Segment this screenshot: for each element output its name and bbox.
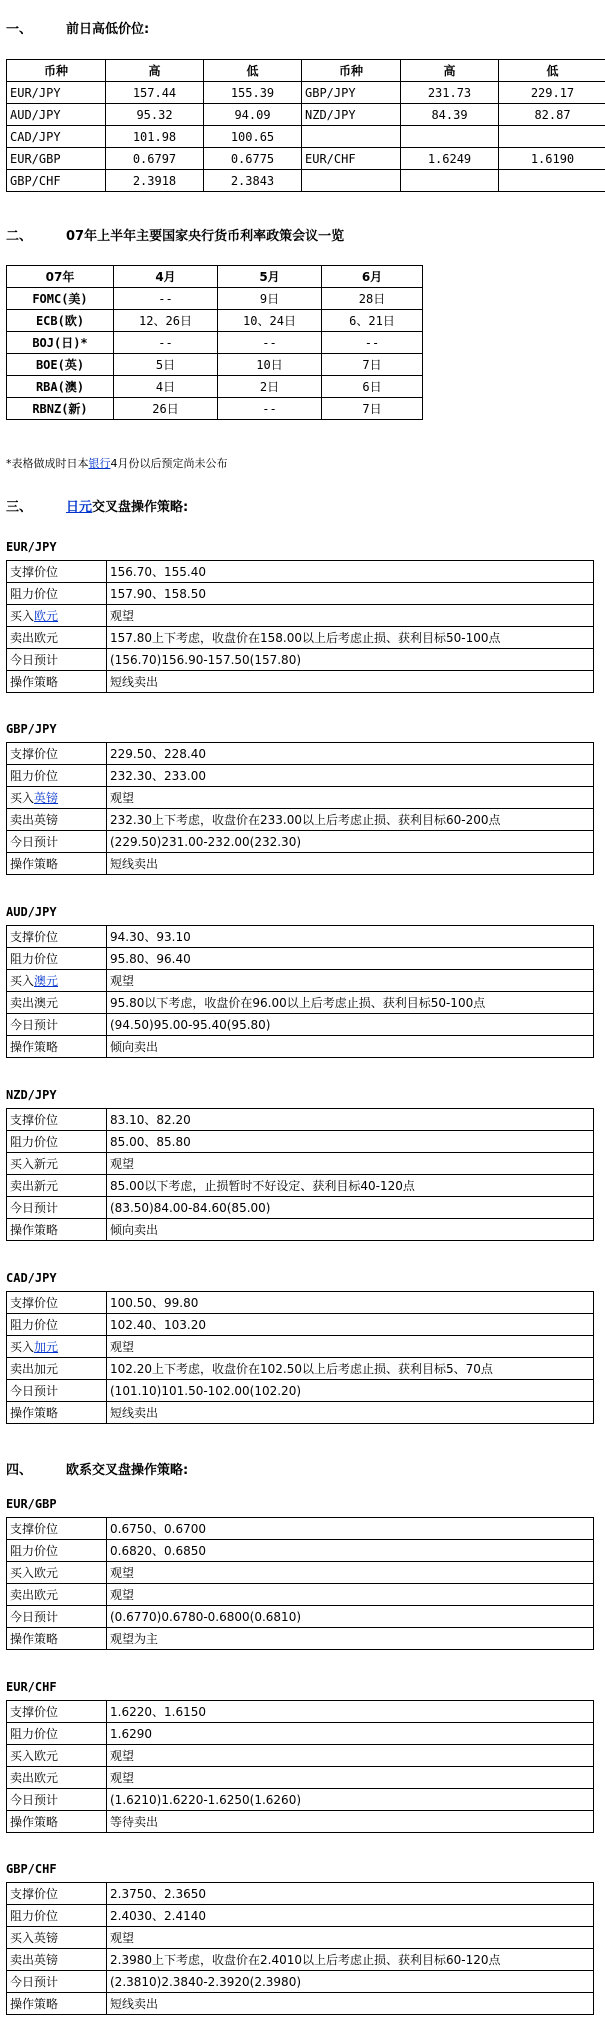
pair-cell: GBP/JPY: [302, 82, 401, 104]
header-cell: 币种: [7, 60, 106, 82]
strategy-key-cell: 买入新元: [7, 1153, 107, 1175]
low-cell: 82.87: [499, 104, 605, 126]
strategy-key-cell: 阻力价位: [7, 1131, 107, 1153]
date-cell: --: [114, 332, 218, 354]
currency-link[interactable]: 英镑: [34, 791, 59, 805]
table-row: [7, 1811, 594, 1833]
strategy-value-cell: (0.6770)0.6780-0.6800(0.6810): [107, 1606, 594, 1628]
section-4-number: 四、: [6, 1463, 33, 1478]
strategy-key-cell: 卖出欧元: [7, 1767, 107, 1789]
strategy-key-cell: 操作策略: [7, 1993, 107, 2015]
strategy-key-cell: [7, 605, 107, 627]
strategy-key-cell: 阻力价位: [7, 583, 107, 605]
strategy-key-cell: 操作策略: [7, 1219, 107, 1241]
low-cell: 155.39: [204, 82, 302, 104]
date-cell: --: [218, 398, 322, 420]
table-row: [7, 376, 423, 398]
strategy-key-cell: 今日预计: [7, 1971, 107, 1993]
strategy-key-cell: 操作策略: [7, 1402, 107, 1424]
strategy-key-cell: 买入英镑: [7, 1927, 107, 1949]
strategy-value-cell: 1.6220、1.6150: [107, 1701, 594, 1723]
date-cell: 6、21日: [322, 310, 423, 332]
strategy-value-cell: 0.6750、0.6700: [107, 1518, 594, 1540]
strategy-value-cell: (156.70)156.90-157.50(157.80): [107, 649, 594, 671]
pair-cell: CAD/JPY: [7, 126, 106, 148]
bank-cell: ECB(欧): [7, 310, 114, 332]
strategy-key-cell: 卖出欧元: [7, 627, 107, 649]
low-cell: [499, 170, 605, 192]
date-cell: 26日: [114, 398, 218, 420]
strategy-key-cell: 卖出新元: [7, 1175, 107, 1197]
table-row: [7, 1584, 594, 1606]
strategy-value-cell: 倾向卖出: [107, 1219, 594, 1241]
strategy-value-cell: 观望: [107, 605, 594, 627]
date-cell: --: [218, 332, 322, 354]
table-row: [7, 1014, 594, 1036]
table-row: [7, 170, 605, 192]
high-cell: [401, 126, 499, 148]
table-row: [7, 354, 423, 376]
header-cell: 高: [106, 60, 204, 82]
strategy-key-cell: 支撑价位: [7, 1109, 107, 1131]
table-row: [7, 1540, 594, 1562]
table-row: [7, 561, 594, 583]
table-row: [7, 148, 605, 170]
strategy-key-cell: 阻力价位: [7, 1723, 107, 1745]
strategy-value-cell: 短线卖出: [107, 853, 594, 875]
strategy-table: [6, 1700, 594, 1833]
strategy-key-cell: 今日预计: [7, 1197, 107, 1219]
table-footnote: [6, 455, 228, 471]
strategy-value-cell: 85.00以下考虑，止损暂时不好设定、获利目标40-120点: [107, 1175, 594, 1197]
strategy-key-cell: 今日预计: [7, 1606, 107, 1628]
strategy-key-cell: 买入欧元: [7, 1562, 107, 1584]
pair-cell: [302, 170, 401, 192]
strategy-value-cell: 2.3750、2.3650: [107, 1883, 594, 1905]
high-low-header-row: [7, 60, 605, 82]
table-row: [7, 398, 423, 420]
table-row: [7, 1219, 594, 1241]
table-row: [7, 1745, 594, 1767]
strategy-value-cell: 观望: [107, 1745, 594, 1767]
table-row: [7, 1109, 594, 1131]
strategy-value-cell: 短线卖出: [107, 1402, 594, 1424]
date-cell: 7日: [322, 354, 423, 376]
table-row: [7, 1993, 594, 2015]
strategy-value-cell: 156.70、155.40: [107, 561, 594, 583]
high-cell: [401, 170, 499, 192]
strategy-value-cell: (94.50)95.00-95.40(95.80): [107, 1014, 594, 1036]
table-row: [7, 1314, 594, 1336]
high-cell: 101.98: [106, 126, 204, 148]
pair-cell: AUD/JPY: [7, 104, 106, 126]
section-3-number: 三、: [6, 500, 33, 515]
strategy-key-cell: 今日预计: [7, 1789, 107, 1811]
high-cell: 95.32: [106, 104, 204, 126]
strategy-value-cell: (2.3810)2.3840-2.3920(2.3980): [107, 1971, 594, 1993]
strategy-key-cell: 阻力价位: [7, 1314, 107, 1336]
strategy-value-cell: (229.50)231.00-232.00(232.30): [107, 831, 594, 853]
table-row: [7, 1562, 594, 1584]
strategy-value-cell: 102.20上下考虑，收盘价在102.50以上后考虑止损、获利目标5、70点: [107, 1358, 594, 1380]
strategy-value-cell: 2.4030、2.4140: [107, 1905, 594, 1927]
high-cell: 84.39: [401, 104, 499, 126]
table-row: [7, 104, 605, 126]
strategy-key-cell: [7, 787, 107, 809]
pair-label: GBP/JPY: [6, 722, 57, 736]
table-row: [7, 1358, 594, 1380]
high-cell: 2.3918: [106, 170, 204, 192]
pair-label: AUD/JPY: [6, 905, 57, 919]
table-row: [7, 1701, 594, 1723]
strategy-value-cell: 157.80上下考虑，收盘价在158.00以上后考虑止损、获利目标50-100点: [107, 627, 594, 649]
section-3-heading: [6, 496, 188, 515]
strategy-value-cell: 观望: [107, 1927, 594, 1949]
section-1-heading: [6, 18, 149, 37]
header-cell: 07年: [7, 266, 114, 288]
strategy-key-cell: 卖出英镑: [7, 809, 107, 831]
strategy-value-cell: 观望: [107, 1562, 594, 1584]
strategy-value-cell: 1.6290: [107, 1723, 594, 1745]
table-row: [7, 809, 594, 831]
table-row: [7, 1723, 594, 1745]
section-2-heading: [6, 225, 344, 244]
strategy-value-cell: 232.30上下考虑，收盘价在233.00以上后考虑止损、获利目标60-200点: [107, 809, 594, 831]
currency-link[interactable]: 加元: [34, 1340, 59, 1354]
pair-label: EUR/CHF: [6, 1680, 57, 1694]
header-cell: 4月: [114, 266, 218, 288]
strategy-key-cell: 今日预计: [7, 831, 107, 853]
table-row: [7, 1949, 594, 1971]
high-cell: 231.73: [401, 82, 499, 104]
table-row: [7, 310, 423, 332]
pair-label: EUR/GBP: [6, 1497, 57, 1511]
table-row: [7, 831, 594, 853]
strategy-value-cell: 229.50、228.40: [107, 743, 594, 765]
high-cell: 1.6249: [401, 148, 499, 170]
strategy-key-cell: 支撑价位: [7, 1292, 107, 1314]
strategy-key-cell: 卖出欧元: [7, 1584, 107, 1606]
strategy-key-cell: 卖出英镑: [7, 1949, 107, 1971]
strategy-table: [6, 1517, 594, 1650]
strategy-key-cell: 支撑价位: [7, 561, 107, 583]
strategy-key-cell: 阻力价位: [7, 948, 107, 970]
section-4-title: 欧系交叉盘操作策略:: [66, 1463, 189, 1478]
table-row: [7, 787, 594, 809]
table-row: [7, 1380, 594, 1402]
table-row: [7, 1336, 594, 1358]
strategy-table: [6, 1108, 594, 1241]
date-cell: 2日: [218, 376, 322, 398]
strategy-value-cell: 95.80、96.40: [107, 948, 594, 970]
strategy-table: [6, 742, 594, 875]
date-cell: --: [322, 332, 423, 354]
strategy-key-cell: 卖出加元: [7, 1358, 107, 1380]
table-row: [7, 583, 594, 605]
strategy-key-cell: [7, 1336, 107, 1358]
header-cell: 6月: [322, 266, 423, 288]
table-row: [7, 1927, 594, 1949]
header-cell: 高: [401, 60, 499, 82]
pair-cell: EUR/JPY: [7, 82, 106, 104]
low-cell: 229.17: [499, 82, 605, 104]
table-row: [7, 1606, 594, 1628]
low-cell: 1.6190: [499, 148, 605, 170]
section-1-title: 前日高低价位:: [66, 22, 150, 37]
strategy-value-cell: 观望: [107, 1767, 594, 1789]
strategy-table: [6, 925, 594, 1058]
strategy-value-cell: 观望: [107, 787, 594, 809]
table-row: [7, 970, 594, 992]
date-cell: 12、26日: [114, 310, 218, 332]
table-row: [7, 1971, 594, 1993]
table-row: [7, 853, 594, 875]
strategy-key-cell: 支撑价位: [7, 743, 107, 765]
strategy-key-cell: [7, 970, 107, 992]
bank-cell: BOE(英): [7, 354, 114, 376]
strategy-value-cell: 85.00、85.80: [107, 1131, 594, 1153]
table-row: [7, 82, 605, 104]
strategy-key-cell: 阻力价位: [7, 765, 107, 787]
strategy-value-cell: 等待卖出: [107, 1811, 594, 1833]
strategy-value-cell: 观望: [107, 970, 594, 992]
bank-cell: BOJ(日)*: [7, 332, 114, 354]
footnote-text: *表格做成时日本: [6, 457, 89, 470]
strategy-value-cell: 观望: [107, 1153, 594, 1175]
strategy-table: [6, 560, 594, 693]
date-cell: 10、24日: [218, 310, 322, 332]
table-row: [7, 992, 594, 1014]
strategy-value-cell: 232.30、233.00: [107, 765, 594, 787]
table-row: [7, 605, 594, 627]
strategy-key-cell: 阻力价位: [7, 1905, 107, 1927]
pair-cell: GBP/CHF: [7, 170, 106, 192]
strategy-key-cell: 今日预计: [7, 649, 107, 671]
key-text: 买入: [10, 1340, 35, 1354]
table-row: [7, 1402, 594, 1424]
strategy-value-cell: 短线卖出: [107, 671, 594, 693]
low-cell: [499, 126, 605, 148]
bank-cell: FOMC(美): [7, 288, 114, 310]
pair-label: EUR/JPY: [6, 540, 57, 554]
yen-link[interactable]: 日元: [66, 500, 93, 515]
header-cell: 低: [499, 60, 605, 82]
strategy-value-cell: (83.50)84.00-84.60(85.00): [107, 1197, 594, 1219]
table-row: [7, 1197, 594, 1219]
high-low-table: [6, 59, 605, 192]
strategy-table: [6, 1882, 594, 2015]
date-cell: 10日: [218, 354, 322, 376]
table-row: [7, 649, 594, 671]
section-3-title: 交叉盘操作策略:: [92, 500, 189, 515]
key-text: 买入: [10, 974, 35, 988]
section-4-heading: [6, 1459, 188, 1478]
low-cell: 100.65: [204, 126, 302, 148]
date-cell: 5日: [114, 354, 218, 376]
low-cell: 2.3843: [204, 170, 302, 192]
table-row: [7, 1292, 594, 1314]
strategy-key-cell: 操作策略: [7, 1811, 107, 1833]
pair-label: GBP/CHF: [6, 1862, 57, 1876]
date-cell: 28日: [322, 288, 423, 310]
table-row: [7, 743, 594, 765]
footnote-text: 4月份以后预定尚未公布: [110, 457, 228, 470]
table-row: [7, 1175, 594, 1197]
strategy-value-cell: (101.10)101.50-102.00(102.20): [107, 1380, 594, 1402]
table-row: [7, 671, 594, 693]
table-row: [7, 1153, 594, 1175]
strategy-value-cell: (1.6210)1.6220-1.6250(1.6260): [107, 1789, 594, 1811]
strategy-key-cell: 支撑价位: [7, 1518, 107, 1540]
table-row: [7, 1789, 594, 1811]
strategy-key-cell: 今日预计: [7, 1014, 107, 1036]
table-row: [7, 1131, 594, 1153]
table-row: [7, 1036, 594, 1058]
central-bank-table: [6, 265, 423, 420]
table-row: [7, 1905, 594, 1927]
strategy-key-cell: 阻力价位: [7, 1540, 107, 1562]
bank-cell: RBA(澳): [7, 376, 114, 398]
section-2-number: 二、: [6, 229, 33, 244]
strategy-key-cell: 买入欧元: [7, 1745, 107, 1767]
table-row: [7, 1628, 594, 1650]
table-row: [7, 926, 594, 948]
table-row: [7, 1767, 594, 1789]
strategy-value-cell: 2.3980上下考虑，收盘价在2.4010以上后考虑止损、获利目标60-120点: [107, 1949, 594, 1971]
strategy-value-cell: 观望: [107, 1336, 594, 1358]
pair-cell: [302, 126, 401, 148]
table-row: [7, 332, 423, 354]
strategy-key-cell: 支撑价位: [7, 1883, 107, 1905]
strategy-key-cell: 今日预计: [7, 1380, 107, 1402]
strategy-value-cell: 0.6820、0.6850: [107, 1540, 594, 1562]
strategy-key-cell: 操作策略: [7, 1628, 107, 1650]
strategy-value-cell: 短线卖出: [107, 1993, 594, 2015]
bank-link[interactable]: 银行: [88, 457, 111, 470]
pair-label: CAD/JPY: [6, 1271, 57, 1285]
date-cell: 7日: [322, 398, 423, 420]
table-row: [7, 765, 594, 787]
pair-label: NZD/JPY: [6, 1088, 57, 1102]
table-row: [7, 1883, 594, 1905]
strategy-value-cell: 倾向卖出: [107, 1036, 594, 1058]
date-cell: 6日: [322, 376, 423, 398]
bank-cell: RBNZ(新): [7, 398, 114, 420]
table-row: [7, 948, 594, 970]
currency-link[interactable]: 欧元: [34, 609, 59, 623]
pair-cell: EUR/CHF: [302, 148, 401, 170]
strategy-key-cell: 支撑价位: [7, 926, 107, 948]
strategy-key-cell: 卖出澳元: [7, 992, 107, 1014]
table-row: [7, 627, 594, 649]
date-cell: 4日: [114, 376, 218, 398]
pair-cell: NZD/JPY: [302, 104, 401, 126]
strategy-value-cell: 观望: [107, 1584, 594, 1606]
strategy-key-cell: 支撑价位: [7, 1701, 107, 1723]
strategy-value-cell: 95.80以下考虑，收盘价在96.00以上后考虑止损、获利目标50-100点: [107, 992, 594, 1014]
strategy-key-cell: 操作策略: [7, 853, 107, 875]
strategy-value-cell: 83.10、82.20: [107, 1109, 594, 1131]
table-row: [7, 1518, 594, 1540]
strategy-key-cell: 操作策略: [7, 671, 107, 693]
strategy-table: [6, 1291, 594, 1424]
section-2-title: 07年上半年主要国家央行货币利率政策会议一览: [66, 229, 345, 244]
key-text: 买入: [10, 791, 35, 805]
key-text: 买入: [10, 609, 35, 623]
pair-cell: EUR/GBP: [7, 148, 106, 170]
high-cell: 0.6797: [106, 148, 204, 170]
strategy-value-cell: 157.90、158.50: [107, 583, 594, 605]
strategy-key-cell: 操作策略: [7, 1036, 107, 1058]
date-cell: 9日: [218, 288, 322, 310]
header-cell: 低: [204, 60, 302, 82]
date-cell: --: [114, 288, 218, 310]
table-row: [7, 126, 605, 148]
header-cell: 币种: [302, 60, 401, 82]
table-row: [7, 288, 423, 310]
strategy-value-cell: 观望为主: [107, 1628, 594, 1650]
section-1-number: 一、: [6, 22, 33, 37]
strategy-value-cell: 102.40、103.20: [107, 1314, 594, 1336]
central-bank-header-row: [7, 266, 423, 288]
low-cell: 94.09: [204, 104, 302, 126]
low-cell: 0.6775: [204, 148, 302, 170]
strategy-value-cell: 100.50、99.80: [107, 1292, 594, 1314]
strategy-value-cell: 94.30、93.10: [107, 926, 594, 948]
high-cell: 157.44: [106, 82, 204, 104]
header-cell: 5月: [218, 266, 322, 288]
currency-link[interactable]: 澳元: [34, 974, 59, 988]
